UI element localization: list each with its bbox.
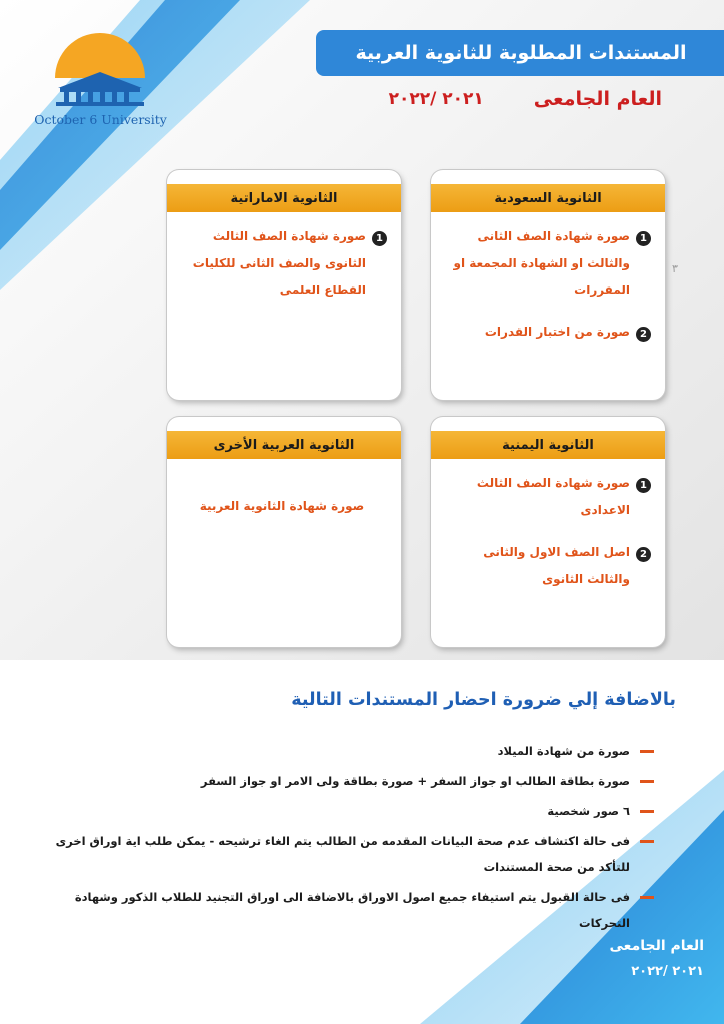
list-item (54, 828, 654, 880)
dash-bullet-icon (640, 780, 654, 783)
additional-docs-list (54, 738, 654, 940)
card-yemeni-title: الثانوية اليمنية (431, 431, 665, 459)
item-text: صورة من شهادة الميلاد (497, 744, 630, 758)
item-text: صورة شهادة الصف الثالث الثانوى والصف الثانى للكليات القطاع العلمى (192, 229, 366, 297)
item-text: صورة من اختبار القدرات (484, 325, 630, 339)
list-item (54, 884, 654, 936)
list-item (441, 544, 651, 593)
item-text: صورة بطاقة الطالب او جواز السفر + صورة بطاقة ولى الامر او جواز السفر (200, 774, 630, 788)
footer-year-label: العام الجامعى (609, 938, 704, 954)
item-text: اصل الصف الاول والثانى والثالث الثانوى (483, 545, 630, 586)
card-emirati (167, 170, 401, 400)
number-badge: 2 (636, 547, 651, 562)
list-item (54, 768, 654, 794)
card-saudi (431, 170, 665, 400)
additional-docs-title: بالاضافة إلي ضرورة احضار المستندات التالية (291, 690, 676, 710)
page-title: المستندات المطلوبة للثانوية العربية (316, 30, 724, 76)
academic-year-label: العام الجامعى (533, 88, 662, 110)
card-yemeni (431, 417, 665, 647)
footer-year-value: ٢٠٢١ /٢٠٢٢ (631, 964, 704, 979)
dash-bullet-icon (640, 896, 654, 899)
list-item (54, 738, 654, 764)
number-badge: 2 (636, 327, 651, 342)
list-item (54, 798, 654, 824)
number-badge: 1 (372, 231, 387, 246)
dash-bullet-icon (640, 810, 654, 813)
card-other-arab (167, 417, 401, 647)
item-text: صورة شهادة الصف الثالث الاعدادى (476, 476, 630, 517)
item-text: صورة شهادة الثانوية العربية (199, 499, 365, 513)
dash-bullet-icon (640, 840, 654, 843)
item-text: ٦ صور شخصية (547, 804, 630, 818)
stray-mark: ٣ (672, 262, 678, 275)
university-name: October 6 University (34, 112, 167, 127)
item-text: صورة شهادة الصف الثانى والثالث او الشهادة المجمعة او المقررات (453, 229, 630, 297)
card-emirati-title: الثانوية الاماراتية (167, 184, 401, 212)
number-badge: 1 (636, 231, 651, 246)
list-item (441, 228, 651, 304)
card-other-arab-title: الثانوية العربية الأخرى (167, 431, 401, 459)
academic-year-row (389, 88, 662, 110)
academic-year-value: ٢٠٢١ /٢٠٢٢ (388, 89, 484, 109)
list-item (441, 324, 651, 346)
list-item (441, 475, 651, 524)
card-saudi-title: الثانوية السعودية (431, 184, 665, 212)
dash-bullet-icon (640, 750, 654, 753)
list-item (177, 228, 387, 304)
item-text: فى حالة اكتشاف عدم صحة البيانات المقدمه من الطالب يتم الغاء ترشيحه - يمكن طلب اية اوراق اخرى للتأكد من صحة المستندات (55, 834, 630, 874)
item-text: فى حالة القبول يتم استيفاء جميع اصول الاوراق بالاضافة الى اوراق التجنيد للطلاب الذكور وشهادة التحركات (74, 890, 630, 930)
number-badge: 1 (636, 478, 651, 493)
